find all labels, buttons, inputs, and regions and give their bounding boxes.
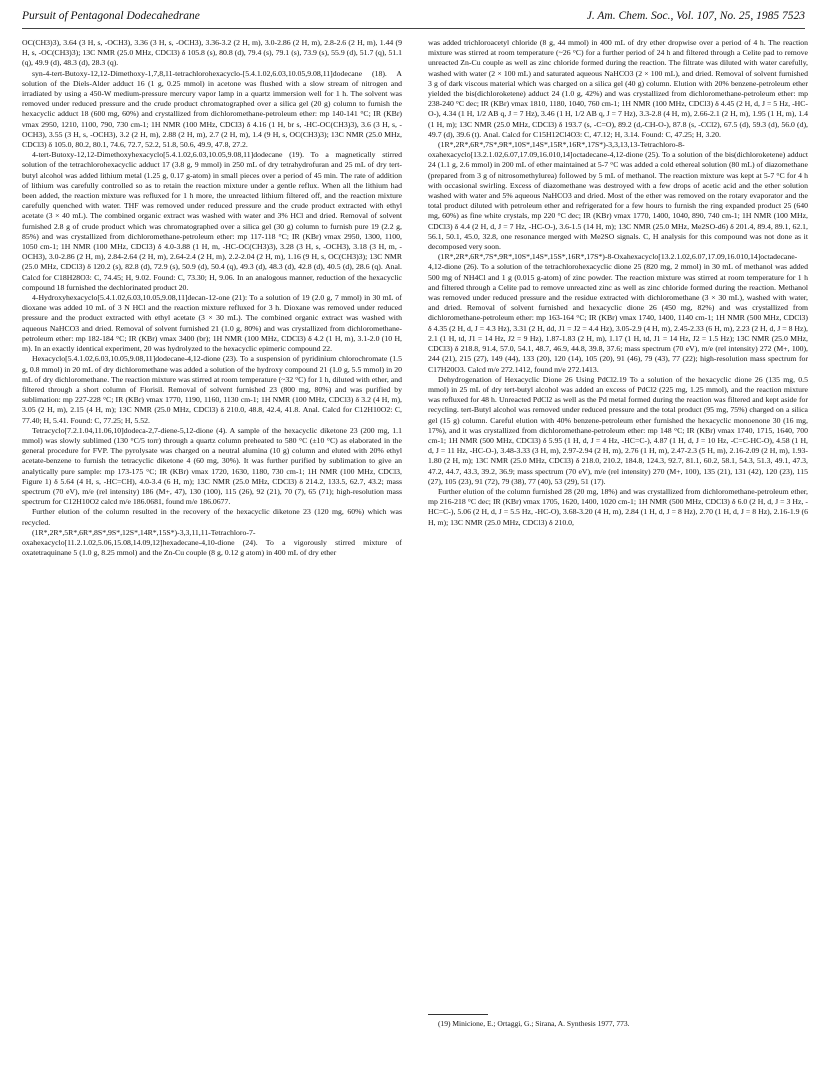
paragraph: Hexacyclo[5.4.1.02,6.03,10.05,9.08,11]dodecane-4,12-dione (23). To a suspension of pyridinium chlorochromate (1.5 g, 0.8 mmol) in 20 mL of dry dichloromethane was added a solution of the hydroxy compound 21 (1.0 g, 5.5 mmol) in 20 mL of dry dichloromethane. The reaction mixture was stirred at room temperature (~32 °C) for 1 h, diluted with ether, and filtered through a short column of Florisil. Removal of solvent furnished 23 (800 mg, 80%) and was purified by sublimation: mp 227-228 °C; IR (KBr) νmax 1770, 1190, 1160, 1130 cm-1; 1H NMR (100 MHz, CDCl3) δ 3.2 (4 H, m), 3.05 (2 H, m), 2.15 (4 H, m); 13C NMR (25.0 MHz, CDCl3) δ 210.0, 48.8, 42.4, 41.8. Anal. Calcd for C12H10O2: C, 77.40; H, 5.41. Found: C, 77.25; H, 5.52. <box>22 354 402 425</box>
paragraph: Dehydrogenation of Hexacyclic Dione 26 Using PdCl2.19 To a solution of the hexacyclic dione 26 (135 mg, 0.5 mmol) in 25 mL of dry tert-butyl alcohol was added an excess of PdCl2 (225 mg, 1.25 mmol), and the reaction mixture was refluxed for 48 h. Unreacted PdCl2 as well as the Pd metal formed during the reaction was filtered and kept aside for recycling. tert-Butyl alcohol was removed under reduced pressure and the total product (95 mg, 75%) charged on a silica gel (15 g) column. Careful elution with 40% benzene-petroleum ether furnished the hexacyclic monoenone 30 (16 mg, 17%), and it was crystallized from dichloromethane-petroleum ether: mp 148 °C; IR (KBr) νmax 1740, 1715, 1640, 700 cm-1; 1H NMR (500 MHz, CDCl3) δ 5.95 (1 H, d, J = 4 Hz, -HC=C-), 4.87 (1 H, d, J = 10 Hz, -C=C-HC-O), 4.58 (1 H, d, J = 11 Hz, -HC-O-), 3.48-3.33 (3 H, m), 2.97-2.94 (2 H, m), 2.76 (1 H, m), 2.47-2.3 (5 H, m), 2.16-2.09 (2 H, m), 1.93-1.80 (2 H, m); 13C NMR (25.0 MHz, CDCl3) δ 218.0, 210.2, 184.8, 124.3, 92.7, 81.1, 60.2, 58.1, 54.3, 51.3, 49.1, 47.3, 47.2, 44.7, 43.3, 39.2, 36.9; mass spectrum (70 eV), m/e (rel intensity) 270 (M+, 100), 135 (21), 131 (42), 120 (23), 115 (27), 105 (23), 91 (72), 79 (38), 77 (40), 53 (29), 51 (17). <box>428 374 808 486</box>
paragraph: (1R*,2R*,6R*,7S*,9R*,10S*,14S*,15S*,16R*,17S*)-8-Oxahexacyclo[13.2.1.02,6.07,17.09,16.010,14]octadecane-4,12-dione (26). To a solution of the tetrachlorohexacyclic dione 25 (820 mg, 2 mmol) in 30 mL of methanol was added 500 mg of NH4Cl and 1 g (0.015 g-atom) of zinc powder. The reaction mixture was stirred at room temperature for 1 h and filtered through a Celite pad to remove unreacted zinc as well as zinc chloride formed during the reaction. Methanol was removed under reduced pressure and the residue extracted with dichloromethane (3 × 30 mL), washed with water, and dried. Removal of solvent furnished and hexacyclic dione 26 (450 mg, 82%) and was crystallized from dichloromethane-petroleum ether: mp 163-164 °C; IR (KBr) νmax 1740, 1400, 1140 cm-1; 1H NMR (500 MHz, CDCl3) δ 4.35 (2 H, d, J = 4.3 Hz), 3.31 (2 H, dd, J1 = J2 = 4.4 Hz), 3.05-2.9 (4 H, m), 2.45-2.33 (6 H, m), 2.23 (2 H, d, J = 8 Hz), 2.1 (1 H, td, J1 = 14 Hz, J2 = 9 Hz), 1.87-1.83 (2 H, m), 1.17 (1 H, td, J1 = 14 Hz, J2 = 1.5 Hz); 13C NMR (25.0 MHz, CDCl3) δ 218.8, 91.4, 57.0, 54.1, 48.7, 46.9, 44.8, 39.8, 37.6; mass spectrum (70 eV), m/e (rel intensity) 272 (M+, 100), 244 (21), 215 (27), 149 (44), 133 (20), 120 (14), 105 (20), 91 (46), 79 (43), 77 (22); high-resolution mass spectrum for C17H20O3. Calcd m/e 272.1412, found m/e 272.1413. <box>428 252 808 374</box>
running-header <box>22 8 805 29</box>
paragraph: Further elution of the column resulted in the recovery of the hexacyclic diketone 23 (120 mg, 60%) which was recycled. <box>22 507 402 527</box>
right-column <box>428 38 808 1013</box>
paragraph: was added trichloroacetyl chloride (8 g, 44 mmol) in 400 mL of dry ether dropwise over a period of 4 h. The reaction mixture was stirred at room temperature (~26 °C) for a further period of 24 h and filtered through a Celite pad to remove unreacted Zn-Cu couple as well as zinc chloride formed during the reaction. The filtrate was diluted with water carefully, washed with water (2 × 100 mL) and saturated aqueous NaHCO3 (2 × 100 mL), and dried. Removal of solvent furnished 3 g of dark viscous material which was charged on a silica gel (40 g) column. Elution with 20% benzene-petroleum ether yielded the bis(dichloroketene) adduct 24 (1.0 g, 42%) and was crystallized from dichloromethane-petroleum ether: mp 238-240 °C dec; IR (KBr) νmax 1810, 1180, 1040, 760 cm-1; 1H NMR (100 MHz, CDCl3) δ 4.45 (2 H, d, J = 5 Hz, -HC-O-), 4.34 (1 H, 1/2 AB q, J = 7 Hz), 3.46 (1 H, 1/2 AB q, J = 7 Hz), 3.3-2.8 (4 H, m), 2.66-2.1 (2 H, m), 1.95 (1 H, m), 1.4 (1 H, m); 13C NMR (25.0 MHz, CDCl3) δ 193.7 (s, -C=O), 89.2 (d,-CH-O-), 87.8 (s, -CCl2), 67.5 (d), 59.3 (d), 56.0 (d), 49.7 (d), 39.6 (t). Anal. Calcd for C15H12Cl4O3: C, 47.12; H, 3.14. Found: C, 47.25; H, 3.20. <box>428 38 808 139</box>
paragraph: (1R*,2R*,5R*,6R*,8S*,9S*,12S*,14R*,15S*)-3,3,11,11-Tetrachloro-7-oxahexacyclo[11.2.1.02,5.06,15.08,14.09,12]hexadecane-4,10-dione (24). To a vigorously stirred mixture of oxatetraquinane 5 (1.0 g, 8.25 mmol) and the Zn-Cu couple (8 g, 0.12 g atom) in 400 mL of dry ether <box>22 527 402 558</box>
paragraph: (1R*,2R*,6R*,7S*,9R*,10S*,14S*,15R*,16R*,17S*)-3,3,13,13-Tetrachloro-8-oxahexacyclo[13.2.1.02,6.07,17.09,16.010,14]octadecane-4,12-dione (25). To a solution of the bis(dichloroketene) adduct 24 (1.1 g, 2.6 mmol) in 200 mL of ether maintained at 5-7 °C was added a cold ethereal solution (80 mL) of diazomethane (prepared from 3 g of nitrosomethylurea) followed by 5 mL of methanol. The reaction mixture was kept at 5-7 °C for 4 h with occasional swirling. Excess of diazomethane was destroyed with a few drops of acetic acid and the ether solution washed with water and 5% aqueous NaHCO3 and dried. Most of the ether was removed on the rotary evaporator and the total product diluted with petroleum ether and refrigerated for a few hours to furnish the ring expanded product 25 (640 mg, 60%) as fine white crystals, mp 220 °C dec; IR (KBr) νmax 1770, 1400, 1040, 890, 740 cm-1; 1H NMR (100 MHz, CDCl3) δ 4.4 (2 H, d, J = 7 Hz, -HC-O-), 3.6-1.5 (14 H, m); 13C NMR (25.0 MHz, Me2SO-d6) δ 201.4, 89.4, 89.1, 62.1, 56.1, 50.1, 45.0, 32.8, one resonance merged with Me2SO signals. C, H analysis for this compound was not done as it decomposed very soon. <box>428 140 808 252</box>
footnote-text: (19) Minicione, E.; Ortaggi, G.; Sirana, A. Synthesis 1977, 773. <box>438 1019 630 1028</box>
paragraph: Tetracyclo[7.2.1.04,11.06,10]dodeca-2,7-diene-5,12-dione (4). A sample of the hexacyclic diketone 23 (200 mg, 1.1 mmol) was slowly sublimed (130 °C/5 torr) through a quartz column preheated to 580 °C (±10 °C) as elaborated in the general procedure for FVP. The pyrolysate was charged on a neutral alumina (10 g) column and eluted with 20% ethyl acetate-benzene to furnish the tetracyclic diketone 4 (60 mg, 30%). It was further purified by sublimation to give an analytically pure sample: mp 173-175 °C; IR (KBr) νmax 1720, 1630, 1180, 730 cm-1; 1H NMR (100 MHz, CDCl3, Figure 1) δ 5.64 (4 H, s, -HC=CH), 4.0-3.4 (6 H, m); 13C NMR (25.0 MHz, CDCl3) δ 214.2, 133.5, 62.7, 43.2; mass spectrum (70 eV), m/e (rel intensity) 186 (M+, 47), 130 (100), 115 (26), 92 (21), 70 (7), 65 (71); high-resolution mass spectrum for C12H10O2 calcd m/e 186.0681, found m/e 186.0677. <box>22 425 402 507</box>
running-title: Pursuit of Pentagonal Dodecahedrane <box>22 10 200 22</box>
paragraph: 4-Hydroxyhexacyclo[5.4.1.02,6.03,10.05,9.08,11]decan-12-one (21): To a solution of 19 (2.0 g, 7 mmol) in 30 mL of dioxane was added 10 mL of 3 N HCl and the reaction mixture refluxed for 3 h. Dioxane was removed under reduced pressure and the product extracted with ethyl acetate (3 × 30 mL). The combined organic extract was washed with aqueous NaHCO3 and dried. Removal of solvent furnished 21 (1.0 g, 80%) and was crystallized from dichloromethane-petroleum ether: mp 182-184 °C; IR (KBr) νmax 3400 (br); 1H NMR (100 MHz, CDCl3) δ 4.2 (1 H, m), 3.1-2.0 (10 H, m). In an exactly identical experiment, 20 was hydrolyzed to the hexacyclic epimeric compound 22. <box>22 293 402 354</box>
paragraph: OC(CH3)3), 3.64 (3 H, s, -OCH3), 3.36 (3 H, s, -OCH3), 3.36-3.2 (2 H, m), 3.0-2.86 (2 H, m), 2.8-2.6 (2 H, m), 1.44 (9 H, s, -OC(CH3)3); 13C NMR (25.0 MHz, CDCl3) δ 105.8 (s), 80.8 (d), 79.4 (s), 79.1 (s), 73.9 (s), 55.9 (d), 51.7 (q), 51.1 (q), 49.9 (d), 48.3 (d), 28.3 (q). <box>22 38 402 68</box>
paragraph: 4-tert-Butoxy-12,12-Dimethoxyhexacyclo[5.4.1.02,6.03,10.05,9.08,11]dodecane (19). To a magnetically stirred solution of the tetrachlorohexacyclic adduct 17 (3.8 g, 9 mmol) in 250 mL of dry tetrahydrofuran and 25 mL of dry tert-butyl alcohol was added lithium metal (1.25 g, 0.17 g-atom) in small pieces over a period of 45 min. The rate of addition of lithium was carefully controlled so as to retain the reaction mixture under a gentle reflux. When all the lithium had been added, the reaction mixture was refluxed for 1 h more, the unreacted lithium filtered off, and the reaction mixture carefully quenched with water. THF was removed under reduced pressure and the crude product extracted with ethyl acetate (3 × 40 mL). The combined organic extract was washed with water and 3% HCl and dried. Removal of solvent furnished 2.8 g of crude product which was chromatographed over a silica gel (30 g) column to furnish pure 19 (2.2 g, 85%) and was crystallized from dichloromethane-petroleum ether: mp 117-118 °C; IR (KBr) νmax 2950, 1300, 1100, 1050 cm-1; 1H NMR (100 MHz, CDCl3) δ 4.0-3.88 (1 H, m, -HC-OC(CH3)3), 3.28 (3 H, s, -OCH3), 3.18 (3 H, m, -OCH3), 3.0-2.86 (2 H, m), 2.84-2.64 (2 H, m), 2.64-2.4 (2 H, m), 2.2-2.04 (2 H, m), 1.16 (9 H, s, OC(CH3)3); 13C NMR (25.0 MHz, CDCl3) δ 120.2 (s), 82.8 (d), 72.9 (s), 50.9 (d), 50.4 (q), 49.3 (d), 48.3 (d), 42.8 (d), 40.5 (d), 28.6 (q). Anal. Calcd for C18H28O3: C, 74.45; H, 9.02. Found: C, 73.30; H, 9.06. In an analogous manner, reduction of the hexacyclic compound 18 furnished the dechlorinated product 20. <box>22 150 402 292</box>
footnote-rule <box>428 1014 488 1015</box>
footnote <box>428 1014 808 1029</box>
left-column <box>22 38 402 1050</box>
paragraph: Further elution of the column furnished 28 (20 mg, 18%) and was crystallized from dichloromethane-petroleum ether, mp 216-218 °C dec; IR (KBr) νmax 1705, 1620, 1400, 1020 cm-1; 1H NMR (500 MHz, CDCl3) δ 6.0 (2 H, d, J = 3 Hz, -HC=C-), 5.06 (2 H, d, J = 5.5 Hz, -HC-O), 3.68-3.20 (4 H, m), 2.84 (1 H, d, J = 8 Hz), 2.70 (1 H, d, J = 8 Hz), 2.16-1.9 (6 H, m); 13C NMR (25.0 MHz, CDCl3) δ 210.0, <box>428 486 808 527</box>
paragraph: syn-4-tert-Butoxy-12,12-Dimethoxy-1,7,8,11-tetrachlorohexacyclo-[5.4.1.02,6.03,10.05,9.08,11]dodecane (18). A solution of the Diels-Alder adduct 16 (1 g, 0.25 mmol) in acetone was flushed with a slow stream of nitrogen and irradiated by using a 450-W medium-pressure mercury vapor lamp in a quartz immersion well for 1 h. The solvent was removed under reduced pressure and the crude product chromatographed over a silica gel (20 g) column to furnish the hexacyclic adduct 18 (600 mg, 60%) and crystallized from dichloromethane-petroleum ether: mp 140-141 °C; IR (KBr) νmax 2950, 1210, 1100, 790, 730 cm-1; 1H NMR (100 MHz, CDCl3) δ 4.16 (1 H, br s, -HC-OC(CH3)3), 3.6 (3 H, s, -OCH3), 3.55 (3 H, s, -OCH3), 3.2 (2 H, m), 2.88 (2 H, m), 2.7 (2 H, m), 1.4 (9 H, s, OC(CH3)3); 13C NMR (25.0 MHz, CDCl3) δ 105.0, 80.2, 80.1, 74.6, 72.7, 52.2, 51.8, 50.6, 49.9, 47.8, 27.2. <box>22 68 402 150</box>
journal-citation: J. Am. Chem. Soc., Vol. 107, No. 25, 1985 7523 <box>586 10 805 22</box>
